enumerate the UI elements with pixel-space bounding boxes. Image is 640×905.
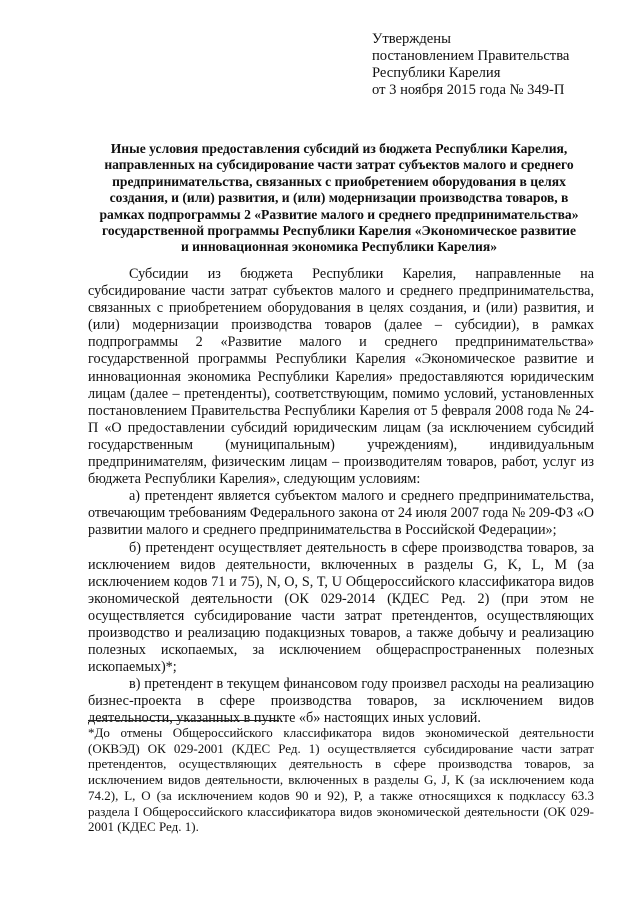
approval-stamp — [372, 31, 612, 99]
document-body — [88, 266, 594, 728]
title-line: государственной программы Республики Карелия «Экономическое развитие — [101, 223, 576, 239]
title-line: и инновационная экономика Республики Карелия» — [180, 239, 498, 255]
title-line: создания, и (или) развития, и (или) модернизации производства товаров, в — [109, 190, 569, 206]
approval-line: от 3 ноября 2015 года № 349-П — [372, 82, 565, 98]
title-line: направленных на субсидирование части затрат субъектов малого и среднего — [104, 157, 574, 173]
approval-line: Утверждены — [372, 31, 451, 47]
condition-b: б) претендент осуществляет деятельность в сфере производства товаров, за исключением видов деятельности, включенных в разделы G, K, L, M (за исключением кодов 71 и 75), N, O, S, T, U Общероссийского классификатора видов экономической деятельности (ОК 029-2014 (КДЕС Ред. 2) (при этом не осуществляется субсидирование части затрат претендентов, осуществляющих производство и реализацию подакцизных товаров, а также добычу и реализацию полезных ископаемых, за исключением общераспространенных полезных ископаемых)*; — [88, 539, 594, 676]
condition-c: в) претендент в текущем финансовом году произвел расходы на реализацию бизнес-проекта в сфере производства товаров, за исключением видов деятельности, указанных в пункте «б» настоящих иных условий. — [88, 676, 594, 727]
approval-line: постановлением Правительства — [372, 48, 570, 64]
footnote: *До отмены Общероссийского классификатора видов экономической деятельности (ОКВЭД) ОК 029-2001 (КДЕС Ред. 1) осуществляется субсидирование части затрат претендентов, осуществляющих деятельность в сфере производства товаров, за исключением видов деятельности, включенных в разделы G, J, K (за исключением кода 74.2), L, O (за исключением кодов 90 и 92), P, а также относящихся к подклассу 63.3 раздела I Общероссийского классификатора видов экономической деятельности (ОК 029-2001 (КДЕС Ред. 1). — [88, 725, 594, 835]
title-line: рамках подпрограммы 2 «Развитие малого и среднего предпринимательства» — [99, 206, 579, 222]
title-line: предпринимательства, связанных с приобретением оборудования в целях — [112, 173, 566, 189]
condition-a: а) претендент является субъектом малого и среднего предпринимательства, отвечающим требованиям Федерального закона от 24 июля 2007 года № 209-ФЗ «О развитии малого и среднего предпринимательства в Российской Федерации»; — [88, 488, 594, 539]
document-title — [86, 141, 592, 256]
title-line: Иные условия предоставления субсидий из бюджета Республики Карелия, — [110, 141, 568, 156]
intro-paragraph: Субсидии из бюджета Республики Карелия, направленные на субсидирование части затрат субъектов малого и среднего предпринимательства, связанных с приобретением оборудования в целях создания, и (или) развития, и (или) модернизации производства товаров (далее – субсидии), в рамках подпрограммы 2 «Развитие малого и среднего предпринимательства» государственной программы Республики Карелия «Экономическое развитие и инновационная экономика Республики Карелия» предоставляются юридическим лицам (далее – претенденты), соответствующим, помимо условий, установленных постановлением Правительства Республики Карелия от 5 февраля 2008 года № 24-П «О предоставлении субсидий юридическим лицам (за исключением субсидий государственным (муниципальным) учреждениям), индивидуальным предпринимателям, физическим лицам – производителям товаров, работ, услуг из бюджета Республики Карелия», следующим условиям: — [88, 266, 594, 488]
approval-line: Республики Карелия — [372, 65, 501, 81]
footnote-separator — [88, 720, 279, 721]
